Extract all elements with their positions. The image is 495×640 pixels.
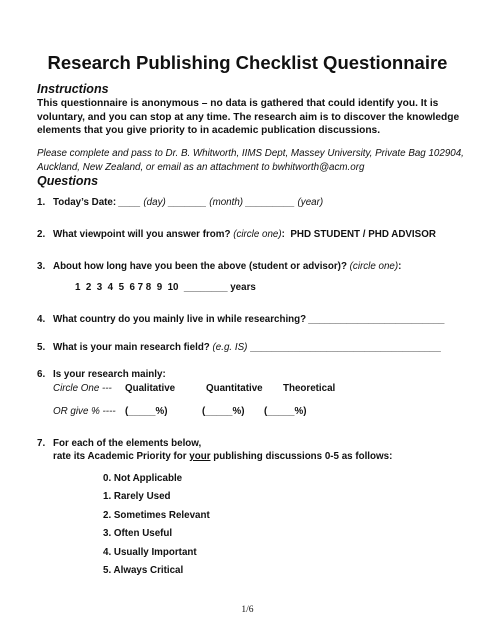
question-number: 4.	[37, 314, 46, 325]
percent-quantitative[interactable]: (_____%)	[202, 406, 245, 417]
question-text: What viewpoint will you answer from?	[53, 229, 231, 240]
percent-theoretical[interactable]: (_____%)	[264, 406, 307, 417]
option-qualitative[interactable]: Qualitative	[125, 383, 176, 394]
country-field[interactable]: _________________________	[308, 314, 446, 325]
instructions-paragraph: This questionnaire is anonymous – no data is gathered that could identify you. It is voluntary, and you can stop at any time. The research aim is to discover the knowledge elements that you give priority to in academic publication discussions.	[37, 98, 460, 136]
scale-item-4: 4. Usually Important	[103, 547, 197, 558]
date-fields[interactable]: ____ (day) _______ (month) _________ (year)	[118, 197, 324, 208]
scale-item-1: 1. Rarely Used	[103, 491, 171, 502]
question-4	[37, 314, 445, 325]
question-colon: :	[398, 261, 402, 272]
years-scale[interactable]: 1 2 3 4 5 6 7 8 9 10 ________ years	[75, 282, 256, 293]
question-number: 5.	[37, 342, 46, 353]
question-number: 7.	[37, 438, 46, 449]
question-number: 1.	[37, 197, 46, 208]
question-7-line2	[53, 451, 392, 462]
page-title: Research Publishing Checklist Questionnaire	[47, 52, 448, 73]
percent-row	[53, 406, 116, 417]
research-field-input[interactable]: ___________________________________	[250, 342, 441, 353]
scale-item-0: 0. Not Applicable	[103, 473, 183, 484]
percent-qualitative[interactable]: (_____%)	[125, 406, 168, 417]
question-text: What is your main research field?	[53, 342, 210, 353]
question-text: What country do you mainly live in while researching?	[53, 314, 307, 325]
question-text: Today’s Date:	[53, 197, 117, 208]
questions-heading: Questions	[37, 174, 99, 188]
scale-item-2: 2. Sometimes Relevant	[103, 510, 210, 521]
question-text-pre: rate its Academic Priority for	[53, 451, 190, 462]
question-7	[37, 438, 201, 449]
circle-one-label: Circle One ---	[53, 383, 112, 394]
question-text: About how long have you been the above (student or advisor)?	[53, 261, 347, 272]
percent-label: OR give % ----	[53, 406, 116, 417]
question-text: For each of the elements below,	[53, 438, 202, 449]
question-number: 6.	[37, 369, 46, 380]
question-colon: :	[281, 229, 285, 240]
scale-item-3: 3. Often Useful	[103, 528, 173, 539]
question-text: Is your research mainly:	[53, 369, 166, 380]
question-hint: (circle one)	[233, 229, 282, 240]
question-number: 3.	[37, 261, 46, 272]
question-hint: (e.g. IS)	[212, 342, 248, 353]
question-1	[37, 197, 323, 208]
circle-one-row	[53, 383, 112, 394]
instructions-heading: Instructions	[37, 82, 109, 96]
question-6	[37, 369, 166, 380]
viewpoint-options[interactable]: PHD STUDENT / PHD ADVISOR	[290, 229, 436, 240]
question-text-post: publishing discussions 0-5 as follows:	[210, 451, 393, 462]
option-theoretical[interactable]: Theoretical	[283, 383, 336, 394]
question-text-underlined: your	[189, 451, 211, 462]
question-3	[37, 261, 401, 272]
question-5	[37, 342, 441, 353]
option-quantitative[interactable]: Quantitative	[206, 383, 263, 394]
contact-paragraph: Please complete and pass to Dr. B. Whitworth, IIMS Dept, Massey University, Private Bag 102904, Auckland, New Zealand, or email as an attachment to bwhitworth@acm.org	[37, 148, 464, 173]
page-number: 1/6	[241, 605, 254, 615]
question-2	[37, 229, 436, 240]
scale-item-5: 5. Always Critical	[103, 565, 184, 576]
question-number: 2.	[37, 229, 46, 240]
question-hint: (circle one)	[349, 261, 399, 272]
